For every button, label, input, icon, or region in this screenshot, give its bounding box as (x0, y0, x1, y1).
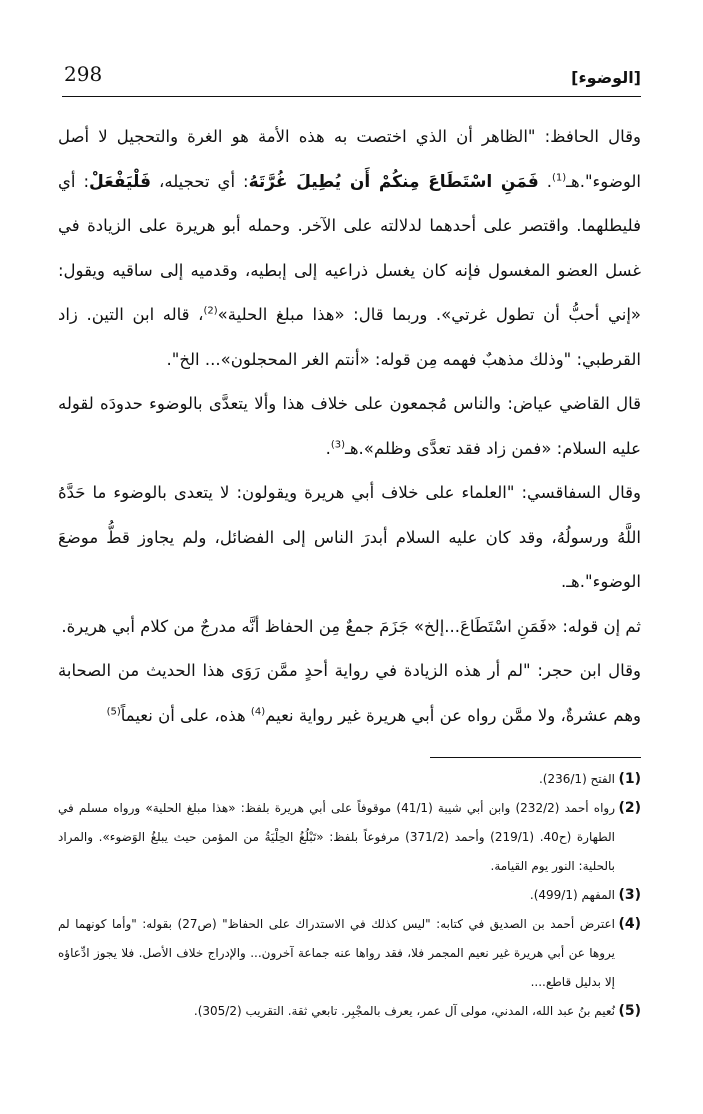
footnote-text: المفهم (499/1). (529, 888, 615, 902)
footnote-ref-5: (5) (106, 706, 121, 717)
hadith-phrase: فَلْيَفْعَلْ (89, 171, 152, 192)
footnote-ref-1: (1) (551, 172, 567, 183)
section-title: [الوضوء] (571, 68, 641, 87)
paragraph-text: : أي فليطلهما. واقتصر على أحدهما لدلالته على الآخر. وحمله أبو هريرة على الزيادة في غسل العضو المغسول فإنه كان يغسل ذراعيه إلى إبطيه، وقدميه إلى ساقيه ويقول: «إني أحبُّ أن تطول غرتي». وربما قال: «هذا مبلغ الحلية» (58, 171, 641, 324)
paragraph-text: ثم إن قوله: «فَمَنِ اسْتَطَاعَ...إلخ» جَزَمَ جمعٌ مِن الحفاظ أنَّه مدرجٌ من كلام أبي هريرة. (61, 616, 641, 636)
footnote-number: (1) (618, 771, 641, 787)
page-header (62, 58, 641, 92)
paragraph-text: هذه، على أن نعيماً (120, 705, 251, 725)
page-number: 298 (64, 62, 103, 86)
footnote (58, 765, 641, 794)
paragraph-text: وقال ابن حجر: "لم أر هذه الزيادة في رواية أحدٍ ممَّن رَوَى هذا الحديث من الصحابة وهم عشرةٌ، ولا ممَّن رواه عن أبي هريرة غير رواية نعيم (58, 661, 641, 725)
footnote-number: (5) (618, 1003, 641, 1019)
footnote-text: اعترض أحمد بن الصديق في كتابه: "ليس كذلك في الاستدراك على الحفاظ" (ص27) بقوله: "وأما كونهما لم يروها عن أبي هريرة غير نعيم المجمر فلا، فقد رواها عنه جماعة آخرون... والإدراج خلاف الأصل. فلا يجوز ادِّعاؤه إلا بدليل قاطع.... (58, 917, 615, 989)
paragraph-text: قال القاضي عياض: والناس مُجمعون على خلاف هذا وألا يتعدَّى بالوضوء حدودَه لقوله عليه السلام: «فمن زاد فقد تعدَّى وظلم».هـ (58, 394, 641, 458)
footnote-ref-3: (3) (330, 439, 346, 450)
paragraph-hafiz (58, 115, 641, 382)
footnote-ref-2: (2) (203, 305, 218, 317)
main-text (58, 115, 641, 738)
paragraph-text: . (325, 438, 331, 458)
paragraph-iyad (58, 382, 641, 471)
header-divider (62, 96, 641, 97)
footnote-number: (4) (618, 916, 641, 932)
footnote (58, 910, 641, 997)
footnote (58, 997, 641, 1026)
footnote-text: الفتح (236/1). (538, 772, 615, 786)
paragraph-text: وقال السفاقسي: "العلماء على خلاف أبي هريرة ويقولون: لا يتعدى بالوضوء ما حَدَّهُ اللَّهُ ورسولُهُ، وقد كان عليه السلام أبدرَ الناس إلى الفضائل، ولم يجاوز قطُّ موضعَ الوضوء".هـ. (58, 483, 641, 591)
paragraph-text: وقال الحافظ: "الظاهر أن الذي اختصت به هذه الأمة هو الغرة والتحجيل لا أصل الوضوء".هـ (58, 127, 641, 191)
paragraph-text: : أي تحجيله، (151, 171, 249, 191)
footnote (58, 881, 641, 910)
footnote-text: رواه أحمد (232/2) وابن أبي شيبة (41/1) موقوفاً على أبي هريرة بلفظ: «هذا مبلغ الحلية» ورواه مسلم في الطهارة (ح40. (219/1) وأحمد (371/2) مرفوعاً بلفظ: «تَبْلُغُ الحِلْيَةُ من المؤمن حيث يبلغُ الوَضوء». والمراد بالحلية: النور يوم القيامة. (58, 801, 616, 873)
paragraph-text: ، قاله ابن التين. زاد القرطبي: "وذلك مذهبٌ فهمه مِن قوله: «أنتم الغر المحجلون»... الخ". (58, 305, 641, 369)
footnote-divider (430, 757, 641, 758)
footnote-number: (2) (618, 800, 641, 816)
paragraph-text: . (546, 171, 552, 191)
hadith-phrase: فَمَنِ اسْتَطَاعَ مِنكُمْ أَن يُطِيلَ غُرَّتَهُ (248, 171, 539, 192)
footnote (58, 794, 641, 881)
footnote-ref-4: (4) (250, 706, 266, 717)
paragraph-safaqusi (58, 471, 641, 605)
paragraph-ibn-hajar (58, 649, 641, 738)
paragraph-mudraj (58, 605, 641, 650)
footnote-number: (3) (618, 887, 641, 903)
footnote-text: نُعيم بنُ عبد الله، المدني، مولى آل عمر، يعرف بالمجْبِر. تابعي ثقة. التقريب (305/2). (193, 1004, 615, 1018)
footnotes (58, 765, 641, 1026)
